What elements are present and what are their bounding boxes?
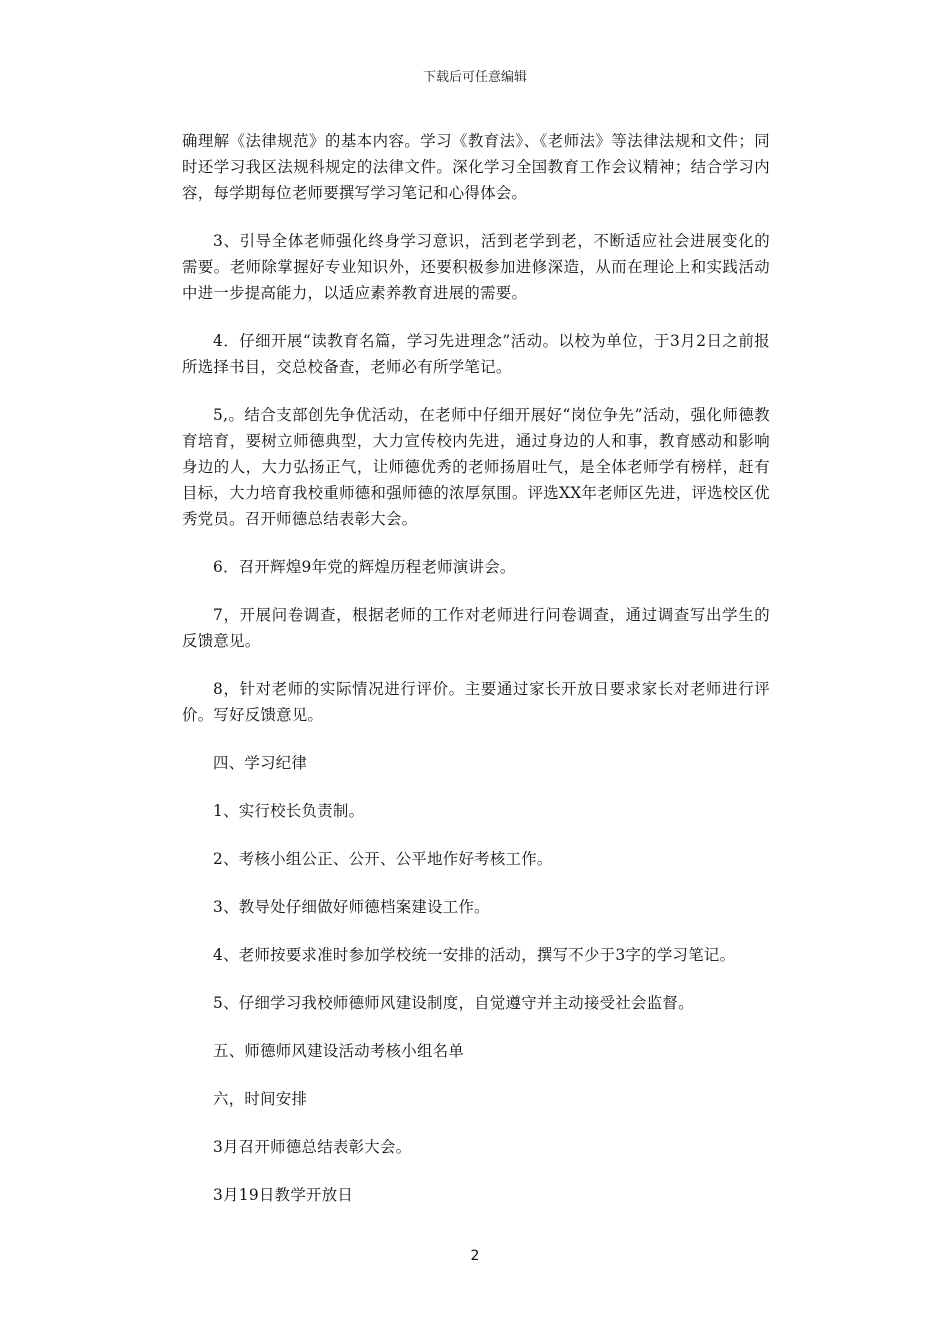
schedule-item: 3月19日教学开放日 [213, 1186, 354, 1204]
paragraph-item-7: 7，开展问卷调查，根据老师的工作对老师进行问卷调查，通过调查写出学生的反馈意见。 [182, 606, 770, 650]
document-body [182, 128, 770, 1230]
paragraph-item-8: 8，针对老师的实际情况进行评价。主要通过家长开放日要求家长对老师进行评价。写好反馈意见。 [182, 680, 770, 724]
page-header: 下载后可任意编辑 [422, 70, 527, 85]
paragraph-continuation: 确理解《法律规范》的基本内容。学习《教育法》、《老师法》等法律法规和文件；同时还学习我区法规科规定的法律文件。深化学习全国教育工作会议精神；结合学习内容，每学期每位老师要撰写学习笔记和心得体会。 [182, 132, 770, 202]
page-number: 2 [470, 1248, 480, 1264]
list-item: 4、老师按要求准时参加学校统一安排的活动，撰写不少于3字的学习笔记。 [213, 946, 736, 964]
section-heading-team-list: 五、师德师风建设活动考核小组名单 [213, 1042, 465, 1060]
list-item: 2、考核小组公正、公开、公平地作好考核工作。 [213, 850, 553, 868]
paragraph-item-6: 6．召开辉煌9年党的辉煌历程老师演讲会。 [213, 558, 516, 576]
paragraph-item-5: 5,。结合支部创先争优活动，在老师中仔细开展好“岗位争先”活动，强化师德教育培育，要树立师德典型，大力宣传校内先进，通过身边的人和事，教育感动和影响身边的人，大力弘扬正气，让师德优秀的老师扬眉吐气，是全体老师学有榜样，赶有目标，大力培育我校重师德和强师德的浓厚氛围。评选XX年老师区先进，评选校区优秀党员。召开师德总结表彰大会。 [182, 406, 770, 528]
schedule-item: 3月召开师德总结表彰大会。 [213, 1138, 412, 1156]
paragraph-item-3: 3、引导全体老师强化终身学习意识，活到老学到老，不断适应社会进展变化的需要。老师除掌握好专业知识外，还要积极参加进修深造，从而在理论上和实践活动中进一步提高能力，以适应素养教育进展的需要。 [182, 232, 770, 302]
section-heading-discipline: 四、学习纪律 [213, 754, 308, 772]
list-item: 3、教导处仔细做好师德档案建设工作。 [213, 898, 490, 916]
list-item: 1、实行校长负责制。 [213, 802, 365, 820]
section-heading-schedule: 六，时间安排 [213, 1090, 308, 1108]
paragraph-item-4: 4．仔细开展“读教育名篇，学习先进理念”活动。以校为单位，于3月2日之前报所选择书目，交总校备查，老师必有所学笔记。 [182, 332, 770, 376]
list-item: 5、仔细学习我校师德师风建设制度，自觉遵守并主动接受社会监督。 [213, 994, 694, 1012]
